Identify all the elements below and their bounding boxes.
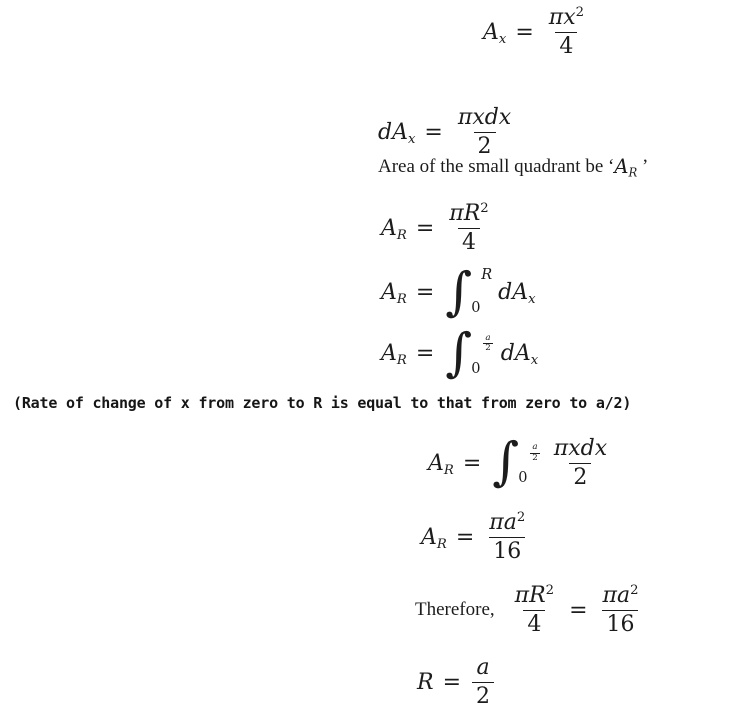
- denominator: [489, 537, 525, 564]
- equation-ar-pir2-4: [381, 201, 495, 256]
- fraction: [483, 334, 493, 353]
- math-symbol: 4: [559, 34, 574, 60]
- fraction: [445, 201, 492, 256]
- lower-limit: [471, 362, 495, 378]
- math-symbol: 0: [471, 360, 481, 377]
- integral: [445, 323, 494, 383]
- math-symbol: =: [442, 669, 462, 695]
- math-symbol: $A_R$: [428, 450, 454, 478]
- numerator: [483, 334, 492, 343]
- numerator: [472, 655, 493, 682]
- numerator: [485, 510, 529, 537]
- text-run: (Rate of change of x from zero to R is equal to that from zero to a/2): [13, 394, 632, 412]
- integral-limits: [472, 328, 495, 380]
- math-symbol: 0: [471, 299, 481, 316]
- math-symbol: 2: [476, 684, 491, 705]
- math-symbol: =: [455, 524, 475, 550]
- math-symbol: 0: [518, 470, 528, 487]
- math-symbol: =: [415, 341, 435, 367]
- denominator: [472, 682, 494, 705]
- math-symbol: $\pi a^2$: [489, 509, 526, 535]
- math-symbol: =: [462, 450, 482, 476]
- denominator: [483, 343, 493, 353]
- math-symbol: =: [515, 19, 534, 45]
- note-rate-of-change: [13, 395, 631, 412]
- integral-limits: [472, 267, 492, 319]
- math-symbol: $dA_x$: [500, 341, 539, 369]
- equation-ax: [483, 5, 590, 60]
- math-symbol: 2: [485, 343, 491, 354]
- math-symbol: $A_R$: [421, 524, 447, 552]
- math-symbol: $A_R$: [614, 155, 638, 180]
- math-symbol: πxdx: [553, 436, 608, 461]
- fraction: [530, 443, 540, 462]
- math-symbol: R: [417, 669, 434, 695]
- integral: [445, 262, 493, 322]
- denominator: [523, 610, 545, 637]
- math-symbol: $\pi x^2$: [548, 4, 585, 30]
- integral-sign-icon: ∫: [492, 432, 520, 493]
- math-symbol: $\pi a^2$: [602, 582, 639, 608]
- text-small-quadrant: [378, 156, 648, 178]
- equation-dax: [378, 105, 517, 160]
- math-symbol: $A_R$: [381, 341, 407, 369]
- math-symbol: =: [569, 597, 588, 623]
- math-symbol: 16: [606, 612, 635, 638]
- fraction: [550, 436, 611, 491]
- math-symbol: 2: [477, 134, 492, 160]
- fraction: [599, 583, 643, 638]
- equation-therefore: [415, 583, 644, 638]
- math-symbol: $\pi R^2$: [449, 200, 489, 226]
- numerator: [599, 583, 643, 610]
- denominator: [530, 453, 540, 463]
- math-symbol: =: [424, 119, 443, 145]
- denominator: [458, 228, 480, 255]
- integral: [492, 432, 541, 493]
- integral-sign-icon: ∫: [445, 262, 473, 322]
- text-run: ’: [637, 156, 649, 178]
- math-symbol: a: [532, 442, 538, 453]
- equation-ar-pia2-16: [421, 510, 531, 565]
- math-symbol: $A_x$: [483, 19, 507, 47]
- math-symbol: =: [415, 280, 435, 306]
- math-symbol: $dA_x$: [498, 280, 536, 308]
- math-symbol: 16: [493, 539, 522, 565]
- math-symbol: a: [485, 333, 491, 343]
- equation-ar-integral-pixdx: [428, 432, 613, 493]
- math-symbol: πxdx: [457, 105, 512, 130]
- fraction: [545, 5, 588, 60]
- math-symbol: 2: [532, 452, 538, 463]
- numerator: [445, 201, 492, 228]
- denominator: [602, 610, 638, 637]
- upper-limit: [528, 438, 542, 462]
- numerator: [511, 583, 558, 610]
- text-run: Therefore,: [415, 599, 495, 621]
- upper-limit: [481, 268, 492, 284]
- equation-ar-integral-0-a2: [381, 323, 539, 383]
- math-symbol: $A_R$: [381, 280, 407, 308]
- upper-limit: [481, 329, 495, 353]
- fraction: [454, 105, 515, 160]
- math-symbol: $dA_x$: [378, 119, 416, 147]
- math-symbol: 4: [461, 230, 476, 256]
- math-symbol: a: [476, 655, 490, 680]
- math-symbol: =: [415, 215, 435, 241]
- denominator: [555, 32, 577, 59]
- math-symbol: 4: [527, 612, 542, 638]
- fraction: [511, 583, 558, 638]
- math-symbol: R: [481, 267, 493, 283]
- numerator: [530, 443, 539, 452]
- numerator: [454, 105, 515, 132]
- math-symbol: 2: [573, 465, 588, 491]
- math-symbol: $\pi R^2$: [514, 582, 555, 608]
- math-symbol: $A_R$: [381, 215, 407, 243]
- equation-result-r: [417, 655, 496, 705]
- fraction: [485, 510, 529, 565]
- text-run: Area of the small quadrant be ‘: [378, 156, 615, 178]
- integral-sign-icon: ∫: [445, 323, 473, 383]
- equation-ar-integral-0-R: [381, 262, 536, 322]
- lower-limit: [518, 471, 542, 487]
- numerator: [550, 436, 611, 463]
- lower-limit: [471, 301, 492, 317]
- fraction: [472, 655, 494, 705]
- denominator: [569, 463, 591, 490]
- integral-limits: [519, 437, 542, 489]
- numerator: [545, 5, 588, 32]
